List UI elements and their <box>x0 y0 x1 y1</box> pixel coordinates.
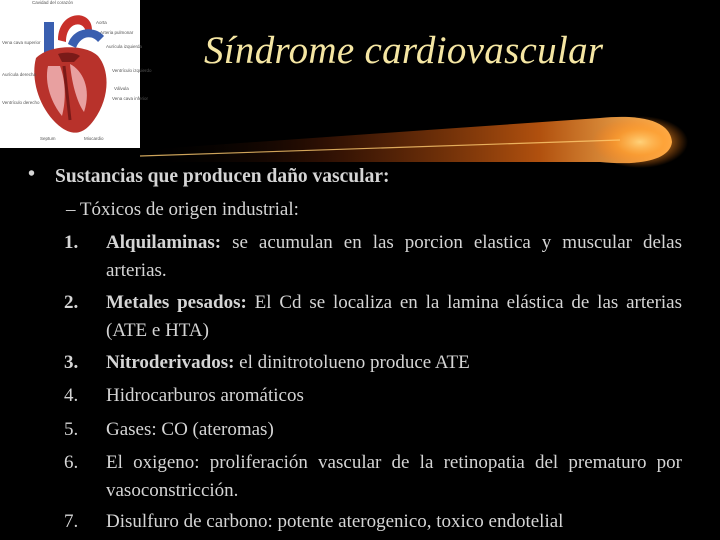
item-number: 7. <box>64 511 79 532</box>
section-heading: Sustancias que producen daño vascular: <box>55 166 390 187</box>
list-item <box>106 382 682 410</box>
item-description: El oxigeno: proliferación vascular de la retinopatia del prematuro por vasoconstricción. <box>106 452 682 501</box>
list-item <box>106 508 682 536</box>
heart-label: Aurícula izquierda <box>106 44 143 49</box>
item-description: el dinitrotolueno produce ATE <box>234 352 470 373</box>
heart-label: Ventrículo izquierdo <box>112 68 152 73</box>
heart-label: Aurícula derecha <box>2 72 37 77</box>
list-item <box>106 289 682 345</box>
item-number: 5. <box>64 419 79 440</box>
item-description: se acumulan en las porcion elastica y muscular delas arterias. <box>106 232 682 281</box>
heart-label: Cavidad del corazón <box>32 0 74 5</box>
item-term: Alquilaminas: <box>106 232 222 253</box>
list-item <box>106 349 682 377</box>
heart-label: Aorta <box>96 20 107 25</box>
heart-label: Miocardio <box>84 136 104 141</box>
heart-label: Septum <box>40 136 56 141</box>
list-item <box>106 449 682 505</box>
item-number: 4. <box>64 385 79 406</box>
item-term: Metales pesados: <box>106 292 247 313</box>
list-item <box>106 416 682 444</box>
item-description: Disulfuro de carbono: potente aterogenico, toxico endotelial <box>106 511 564 532</box>
item-description: Gases: CO (ateromas) <box>106 419 274 440</box>
heart-label: Válvula <box>114 86 129 91</box>
item-number: 1. <box>64 232 79 253</box>
item-description: Hidrocarburos aromáticos <box>106 385 304 406</box>
item-number: 3. <box>64 352 79 373</box>
list-item <box>106 229 682 285</box>
subheading: – Tóxicos de origen industrial: <box>66 199 299 220</box>
item-term: Nitroderivados: <box>106 352 235 373</box>
item-number: 6. <box>64 452 79 473</box>
heart-label: Ventrículo derecho <box>2 100 40 105</box>
slide-title: Síndrome cardiovascular <box>204 29 604 72</box>
heart-label: Arteria pulmonar <box>100 30 134 35</box>
bullet-icon: • <box>28 163 36 185</box>
heart-label: Vena cava superior <box>2 40 41 45</box>
item-number: 2. <box>64 292 79 313</box>
heart-label: Vena cava inferior <box>112 96 149 101</box>
item-description: El Cd se localiza en la lamina elástica de las arterias (ATE e HTA) <box>106 292 683 341</box>
